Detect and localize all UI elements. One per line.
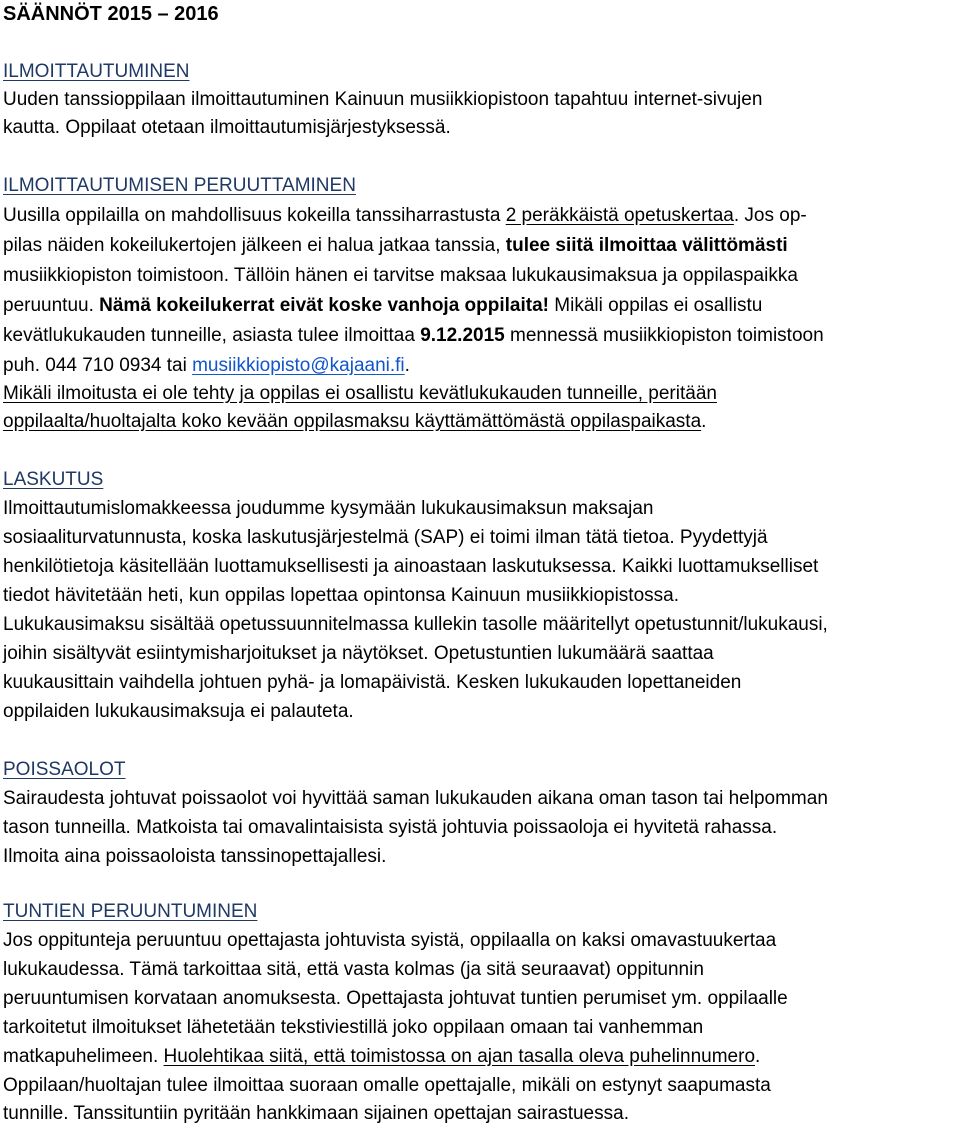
paragraph-line: Lukukausimaksu sisältää opetussuunnitelmassa kullekin tasolle määritellyt opetustunnit/lukukausi,: [3, 614, 828, 635]
paragraph-line: Sairaudesta johtuvat poissaolot voi hyvittää saman lukukauden aikana oman tason tai helpomman: [3, 788, 828, 809]
paragraph-line: [3, 204, 807, 228]
text-segment: Uusilla oppilailla on mahdollisuus kokeilla tanssiharrastusta: [3, 205, 506, 226]
text-segment: . Jos op-: [733, 205, 807, 226]
deadline-date: 9.12.2015: [420, 325, 505, 346]
text-segment: mennessä musiikkiopiston toimistoon: [504, 325, 824, 346]
paragraph-line: [3, 324, 824, 348]
text-segment: Mikäli oppilas ei osallistu: [549, 295, 763, 316]
document-title: SÄÄNNÖT 2015 – 2016: [3, 3, 219, 25]
notify-emphasis: tulee siitä ilmoittaa välittömästi: [505, 235, 788, 256]
text-segment: .: [701, 411, 707, 432]
paragraph-line: [3, 294, 762, 318]
paragraph-line: oppilaiden lukukausimaksuja ei palauteta.: [3, 701, 354, 722]
heading-laskutus: LASKUTUS: [3, 469, 104, 490]
phone-reminder-emphasis: Huolehtikaa siitä, että toimistossa on ajan tasalla oleva puhelinnumero: [163, 1046, 756, 1067]
text-segment: peruuntuu.: [3, 295, 100, 316]
paragraph-line-underlined: Mikäli ilmoitusta ei ole tehty ja oppilas ei osallistu kevätlukukauden tunneille, peritään: [3, 383, 717, 404]
paragraph-line: tason tunneilla. Matkoista tai omavalintaisista syistä johtuvia poissaoloja ei hyvitetä rahassa.: [3, 817, 778, 838]
paragraph-line: Oppilaan/huoltajan tulee ilmoittaa suoraan omalle opettajalle, mikäli on estynyt saapumasta: [3, 1075, 771, 1096]
old-students-emphasis: Nämä kokeilukerrat eivät koske vanhoja oppilaita!: [99, 295, 549, 316]
paragraph-line: sosiaaliturvatunnusta, koska laskutusjärjestelmä (SAP) ei toimi ilman tätä tietoa. Pyydettyjä: [3, 527, 768, 548]
heading-ilmoittautuminen: ILMOITTAUTUMINEN: [3, 61, 190, 82]
paragraph-line: joihin sisältyvät esiintymisharjoitukset ja näytökset. Opetustuntien lukumäärä saattaa: [3, 643, 714, 664]
text-segment: matkapuhelimeen.: [3, 1046, 164, 1067]
paragraph-line: tunnille. Tanssituntiin pyritään hankkimaan sijainen opettajan sairastuessa.: [3, 1103, 629, 1124]
paragraph-line: [3, 410, 706, 434]
email-link[interactable]: musiikkiopisto@kajaani.fi: [192, 355, 405, 376]
paragraph-line: kuukausittain vaihdella johtuen pyhä- ja lomapäivistä. Kesken lukukauden lopettaneiden: [3, 672, 742, 693]
heading-poissaolot: POISSAOLOT: [3, 759, 126, 780]
paragraph-line: tiedot hävitetään heti, kun oppilas lopettaa opintonsa Kainuun musiikkiopistossa.: [3, 585, 679, 606]
paragraph-line: kautta. Oppilaat otetaan ilmoittautumisjärjestyksessä.: [3, 117, 451, 138]
text-segment: .: [755, 1046, 761, 1067]
paragraph-line: Ilmoita aina poissaoloista tanssinopettajallesi.: [3, 846, 387, 867]
text-segment: kevätlukukauden tunneille, asiasta tulee ilmoittaa: [3, 325, 421, 346]
paragraph-line: [3, 234, 788, 258]
paragraph-line: tarkoitetut ilmoitukset lähetetään tekstiviestillä joko oppilaan omaan tai vanhemman: [3, 1017, 704, 1038]
paragraph-line: lukukaudessa. Tämä tarkoittaa sitä, että vasta kolmas (ja sitä seuraavat) oppitunnin: [3, 959, 704, 980]
paragraph-line: Jos oppitunteja peruuntuu opettajasta johtuvista syistä, oppilaalla on kaksi omavastuukertaa: [3, 930, 777, 951]
paragraph-line: Ilmoittautumislomakkeessa joudumme kysymään lukukausimaksun maksajan: [3, 498, 654, 519]
trial-sessions-emphasis: 2 peräkkäistä opetuskertaa: [505, 205, 734, 226]
heading-tuntien-peruuntuminen: TUNTIEN PERUUNTUMINEN: [3, 901, 258, 922]
text-segment: .: [404, 355, 410, 376]
text-segment: puh. 044 710 0934 tai: [3, 355, 193, 376]
paragraph-line: [3, 1045, 760, 1069]
heading-peruuttaminen: ILMOITTAUTUMISEN PERUUTTAMINEN: [3, 175, 356, 196]
paragraph-line: Uuden tanssioppilaan ilmoittautuminen Kainuun musiikkiopistoon tapahtuu internet-sivujen: [3, 89, 763, 110]
paragraph-line: musiikkiopiston toimistoon. Tällöin hänen ei tarvitse maksaa lukukausimaksua ja oppilaspaikka: [3, 265, 798, 286]
paragraph-line: peruuntumisen korvataan anomuksesta. Opettajasta johtuvat tuntien perumiset ym. oppilaalle: [3, 988, 788, 1009]
paragraph-line: [3, 354, 410, 378]
underlined-segment: oppilaalta/huoltajalta koko kevään oppilasmaksu käyttämättömästä oppilaspaikasta: [3, 411, 702, 432]
paragraph-line: henkilötietoja käsitellään luottamuksellisesti ja ainoastaan laskutuksessa. Kaikki luottamukselliset: [3, 556, 819, 577]
text-segment: pilas näiden kokeilukertojen jälkeen ei halua jatkaa tanssia,: [3, 235, 506, 256]
